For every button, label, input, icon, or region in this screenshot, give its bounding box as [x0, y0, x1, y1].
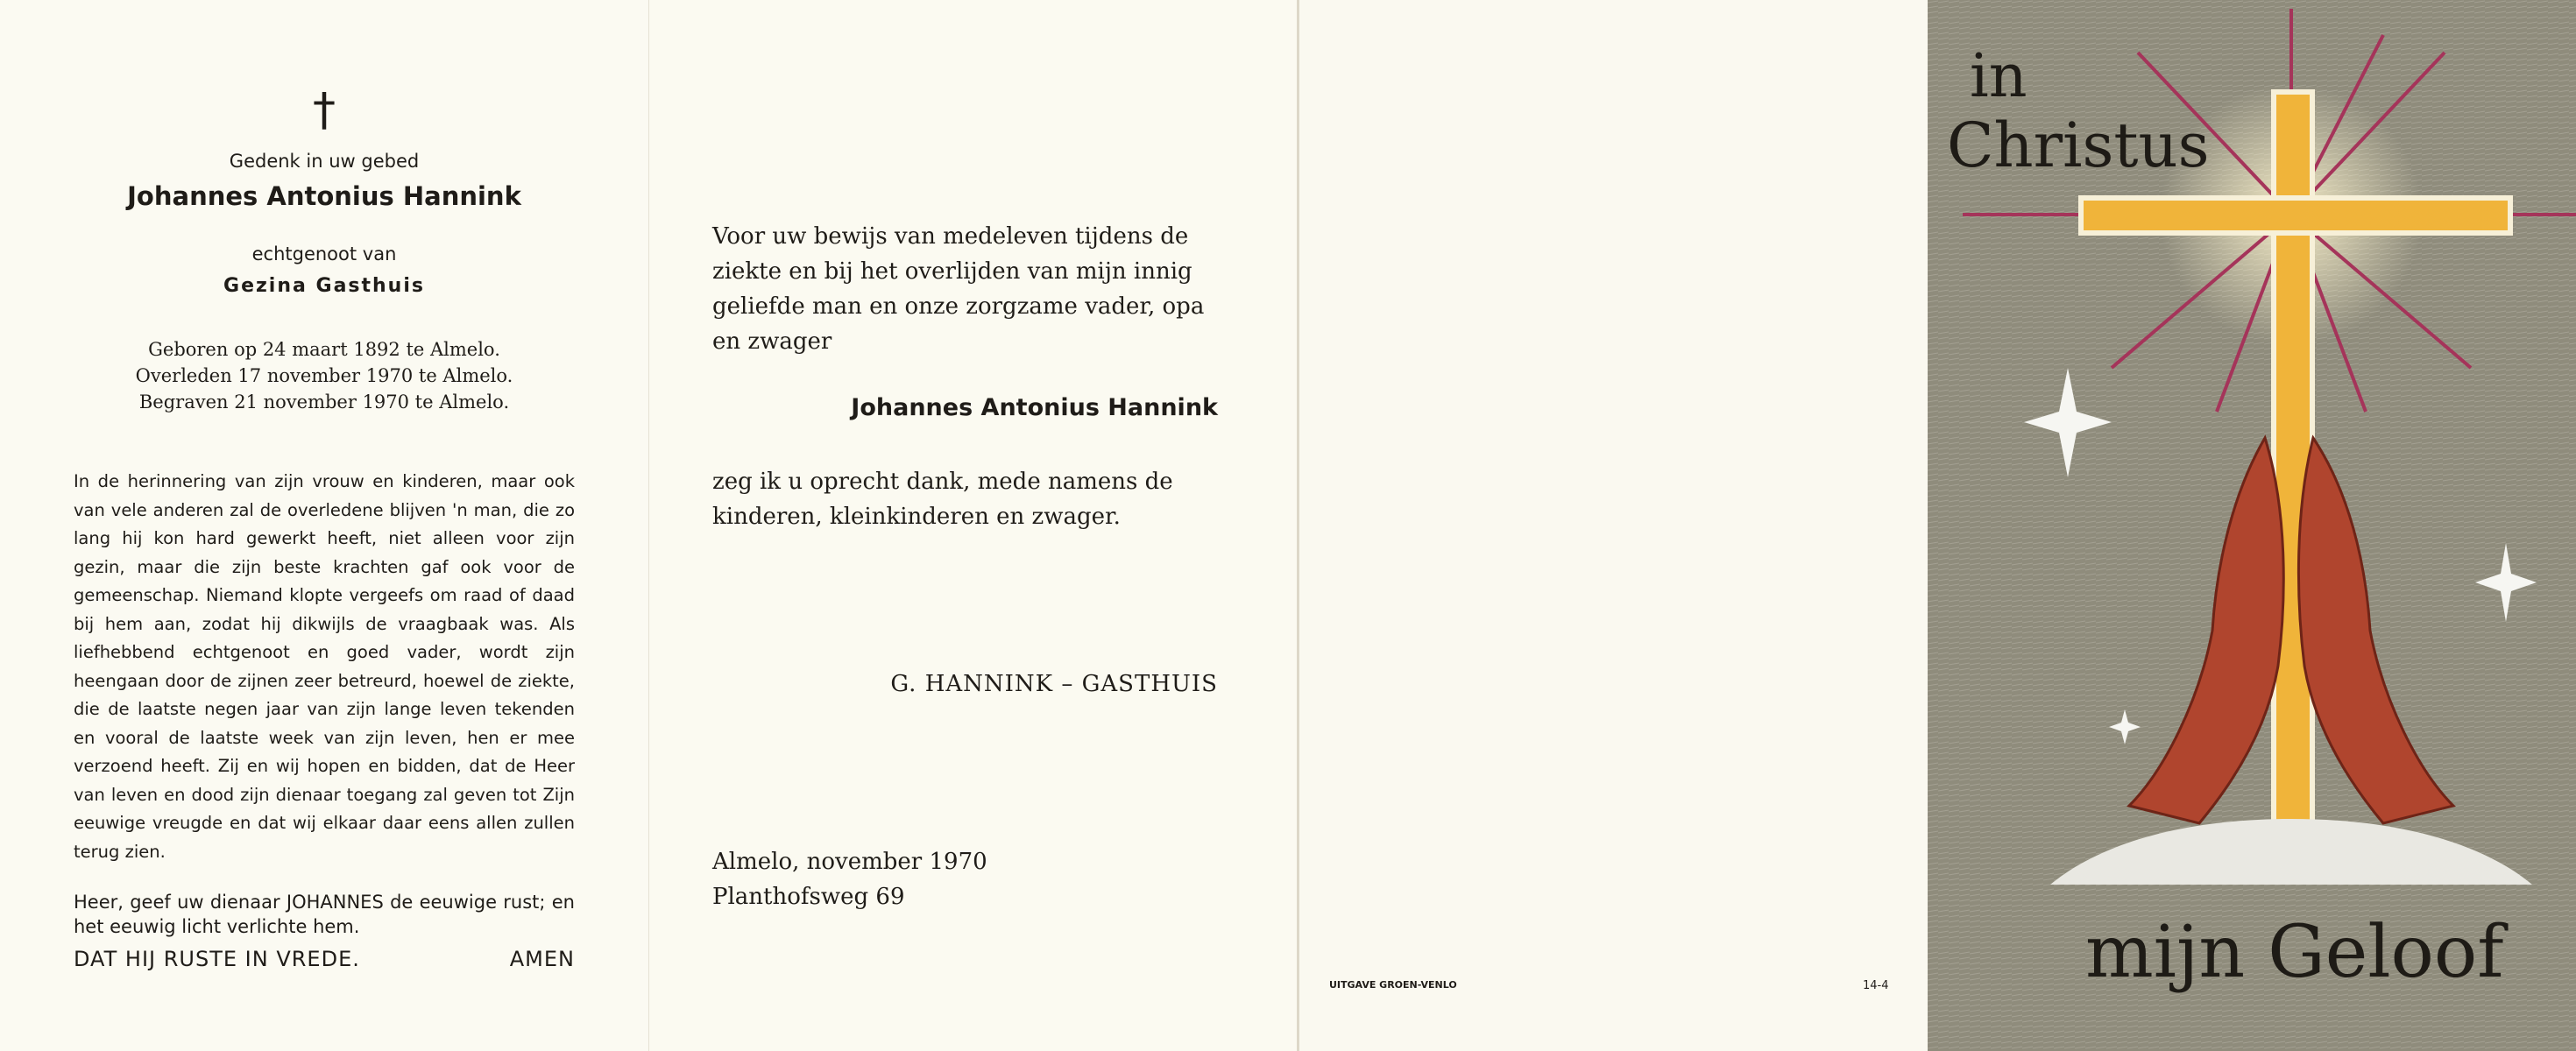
sender-name: G. HANNINK – GASTHUIS — [890, 671, 1218, 697]
spouse-of-line: echtgenoot van — [251, 243, 397, 265]
publisher-label: UITGAVE GROEN-VENLO — [1329, 979, 1457, 991]
cross-symbol: † — [313, 84, 336, 137]
place-block — [712, 844, 987, 914]
thanks-panel — [648, 0, 1297, 1051]
amen: AMEN — [509, 947, 575, 971]
place-date: Almelo, november 1970 — [712, 849, 987, 875]
prayer-text: Heer, geef uw dienaar JOHANNES de eeuwige rust; en het eeuwig licht verlichte hem. — [74, 892, 575, 937]
back-panel — [1297, 0, 1928, 1051]
card-code: 14-4 — [1863, 979, 1889, 992]
gratitude-text: zeg ik u oprecht dank, mede namens de kinderen, kleinkinderen en zwager. — [712, 469, 1173, 530]
remember-line: Gedenk in uw gebed — [229, 151, 420, 172]
cover-title-in: in — [1970, 42, 2028, 111]
cover-title-geloof: mijn Geloof — [2085, 911, 2504, 994]
thanks-text: Voor uw bewijs van medeleven tijdens de ziekte en bij het overlijden van mijn innig geliefde man en onze zorgzame vader, opa en zwager — [712, 223, 1205, 355]
cover-panel — [1928, 0, 2576, 1051]
spouse-name: Gezina Gasthuis — [223, 275, 425, 297]
memorial-text: In de herinnering van zijn vrouw en kinderen, maar ook van vele anderen zal de overledene blijven 'n man, die zo lang hij kon hard gewerkt heeft, niet alleen voor zijn gezin, maar die zijn beste krachten gaf ook voor de gemeenschap. Niemand klopte vergeefs om raad of daad bij hem aan, zodat hij dikwijls de vraagbaak was. Als liefhebbend echtgenoot en goed vader, wordt zijn heengaan door de zijnen zeer betreurd, hoewel de ziekte, die de laatste negen jaar van zijn lange leven tekenden en vooral de laatste week van zijn leven, hen er mee verzoend heeft. Zij en wij hopen en bidden, dat de Heer van leven en dood zijn dienaar toegang zal geven tot Zijn eeuwige vreugde en dat wij elkaar daar eens allen zullen terug zien. — [74, 471, 575, 862]
memorial-panel — [0, 0, 648, 1051]
buried-line: Begraven 21 november 1970 te Almelo. — [138, 391, 510, 413]
born-line: Geboren op 24 maart 1892 te Almelo. — [148, 339, 500, 360]
died-line: Overleden 17 november 1970 te Almelo. — [135, 365, 513, 386]
deceased-name: Johannes Antonius Hannink — [127, 181, 521, 211]
cover-title-christus: Christus — [1947, 109, 2210, 181]
rest-in-peace: DAT HIJ RUSTE IN VREDE. — [74, 947, 360, 971]
life-dates — [0, 336, 648, 415]
cover-artwork — [1928, 0, 2576, 1051]
thanks-name: Johannes Antonius Hannink — [851, 394, 1218, 421]
address: Planthofsweg 69 — [712, 884, 905, 910]
prayer-ending — [74, 947, 575, 971]
